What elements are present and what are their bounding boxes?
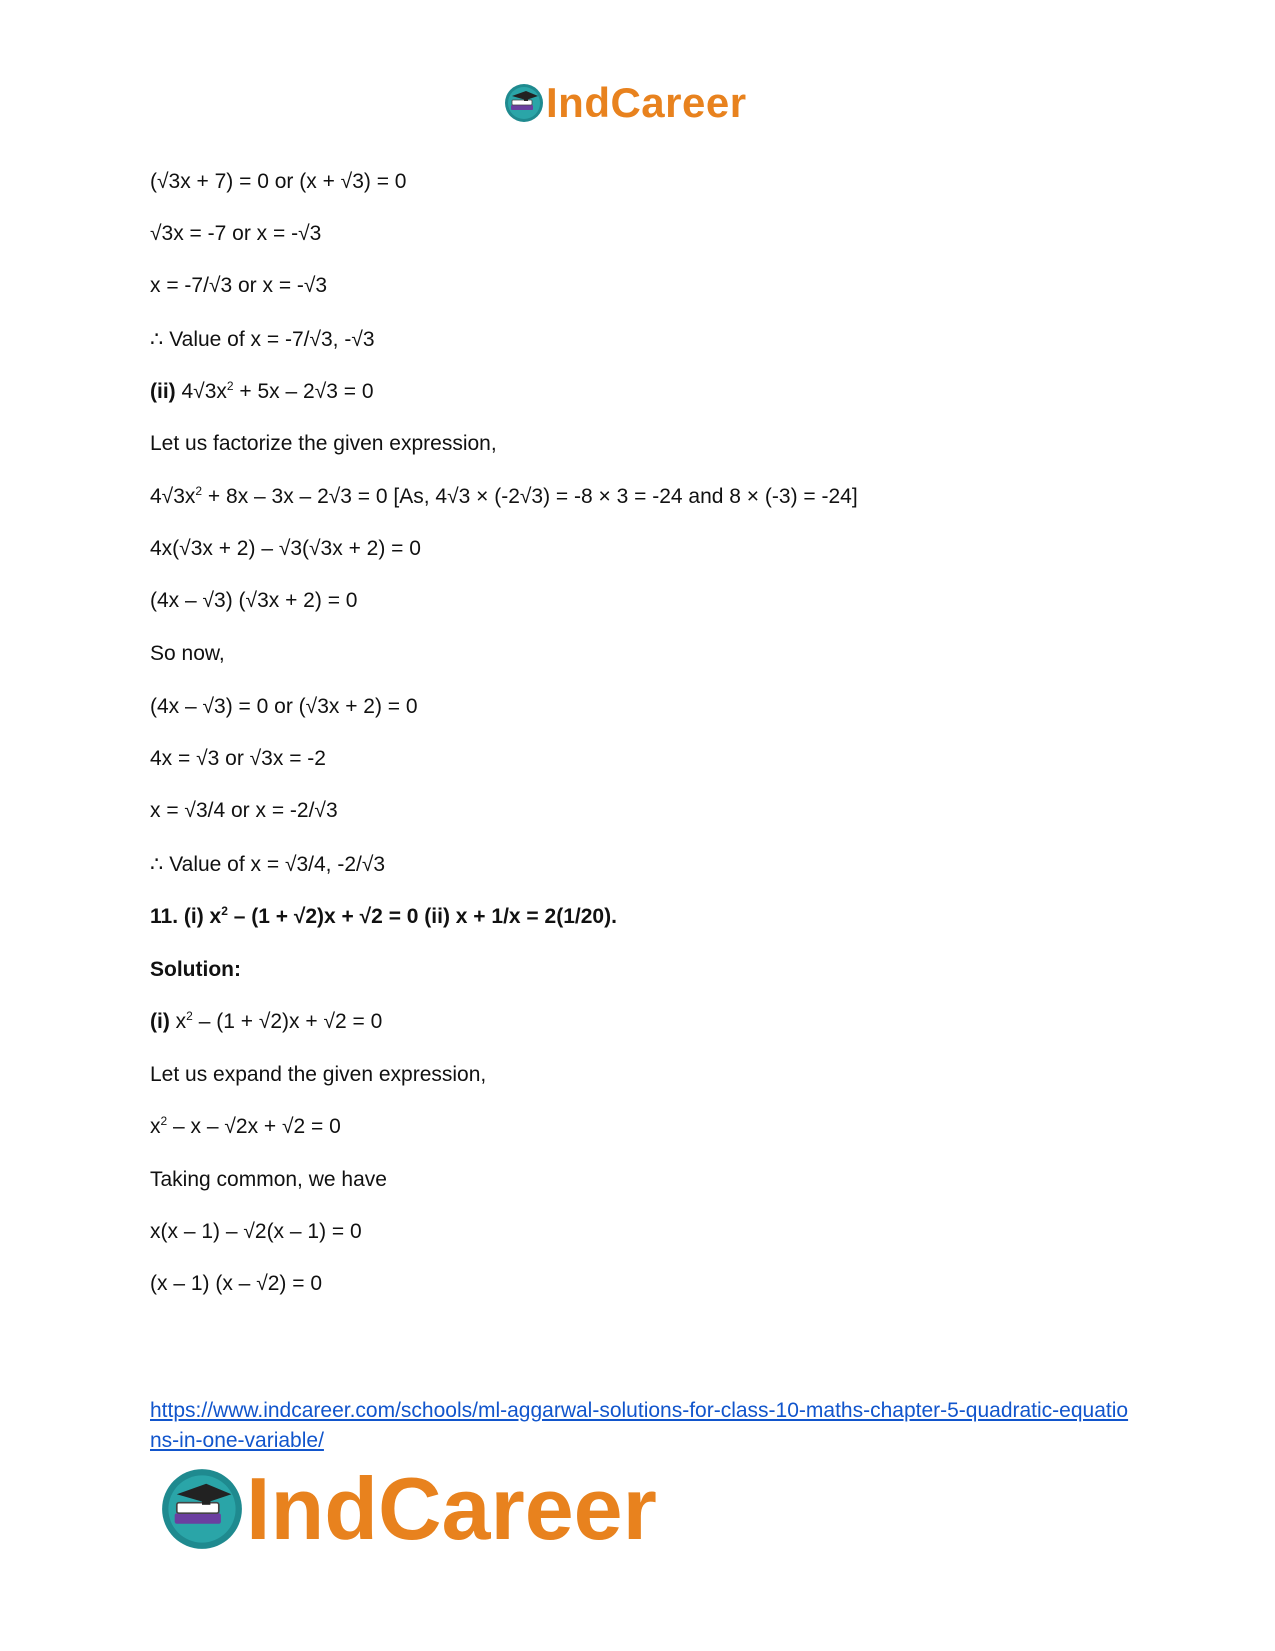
text-line: Let us factorize the given expression, [150, 432, 497, 455]
text-line: x = -7/√3 or x = -√3 [150, 274, 328, 297]
text-line: x = √3/4 or x = -2/√3 [150, 799, 338, 822]
source-link[interactable]: https://www.indcareer.com/schools/ml-aggarwal-solutions-for-class-10-maths-chapter-5-quadratic-equations-in-one-variable/ [150, 1399, 1129, 1452]
brand-name: IndCareer [246, 1459, 657, 1558]
text-line: Taking common, we have [150, 1168, 387, 1191]
book-graduation-cap-icon [160, 1467, 244, 1551]
question-heading: 11. (i) $x^2 - (1 + √2)x + √2 = 0$ (ii) x + 1/x = 2(1/20). [150, 904, 617, 928]
text-line: ∴ Value of x = √3/4, -2/√3 [150, 853, 386, 876]
solution-heading: Solution: [150, 958, 241, 981]
text-line: (4x – √3) = 0 or (√3x + 2) = 0 [150, 695, 418, 718]
part-label: (ii) [150, 380, 176, 403]
footer-logo [160, 1459, 657, 1558]
text-line: 4x(√3x + 2) – √3(√3x + 2) = 0 [150, 537, 421, 560]
part-label: (i) [150, 1010, 170, 1033]
book-graduation-cap-icon [504, 83, 544, 123]
text-line: $x^2 - x - √2x + √2 = 0$ [150, 1114, 341, 1138]
text-line: $4√3x^2 + 8x - 3x - 2√3 = 0$ [As, 4√3 × (-2√3) = -8 × 3 = -24 and 8 × (-3) = -24] [150, 484, 858, 508]
header-logo [504, 80, 747, 126]
text-line: ∴ Value of x = -7/√3, -√3 [150, 328, 375, 351]
text-line: (√3x + 7) = 0 or (x + √3) = 0 [150, 170, 407, 193]
brand-name: IndCareer [546, 79, 747, 126]
text-line: √3x = -7 or x = -√3 [150, 222, 322, 245]
text-line: So now, [150, 642, 225, 665]
text-line: 4x = √3 or √3x = -2 [150, 747, 326, 770]
text-line: (4x – √3) (√3x + 2) = 0 [150, 589, 358, 612]
text-line: (x – 1) (x – √2) = 0 [150, 1272, 322, 1295]
text-line: (ii) $4√3x^2 + 5x - 2√3 = 0$ [150, 379, 374, 403]
text-line: Let us expand the given expression, [150, 1063, 487, 1086]
text-line: (i) $x^2 - (1 + √2)x + √2 = 0$ [150, 1009, 383, 1033]
text-line: x(x – 1) – √2(x – 1) = 0 [150, 1220, 362, 1243]
